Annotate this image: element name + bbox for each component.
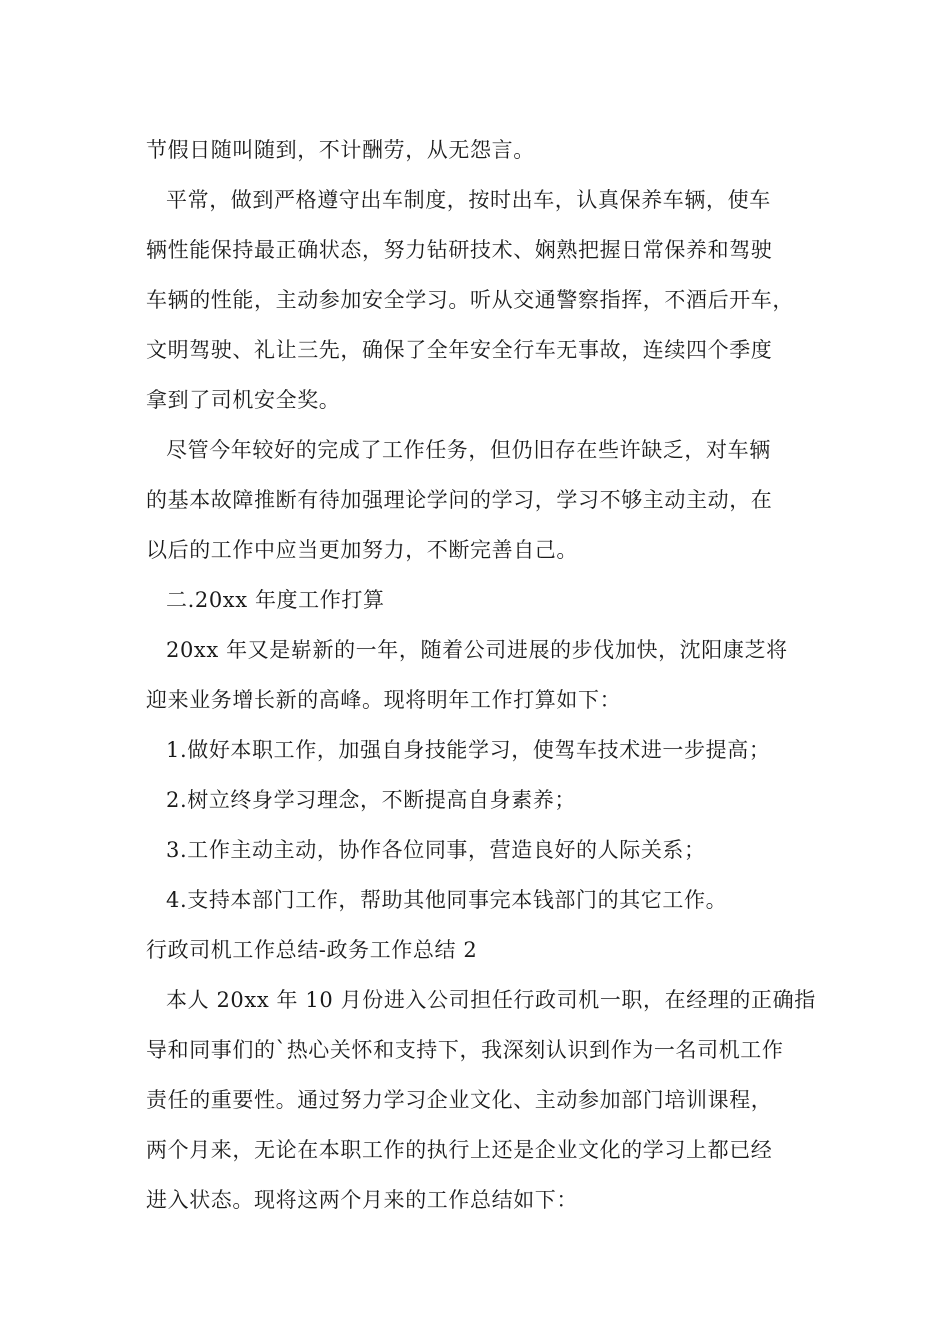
section-heading: 二.20xx 年度工作打算 — [166, 588, 385, 612]
text-line: 平常，做到严格遵守出车制度，按时出车，认真保养车辆，使车 — [166, 188, 771, 212]
text-line: 迎来业务增长新的高峰。现将明年工作打算如下： — [146, 688, 622, 712]
text-line: 20xx 年又是崭新的一年，随着公司进展的步伐加快，沈阳康芝将 — [166, 638, 788, 662]
list-item: 1.做好本职工作，加强自身技能学习，使驾车技术进一步提高； — [166, 738, 771, 762]
text-line: 以后的工作中应当更加努力，不断完善自己。 — [146, 538, 578, 562]
text-line: 节假日随叫随到，不计酬劳，从无怨言。 — [146, 138, 535, 162]
text-line: 尽管今年较好的完成了工作任务，但仍旧存在些许缺乏，对车辆 — [166, 438, 771, 462]
text-line: 进入状态。现将这两个月来的工作总结如下： — [146, 1188, 578, 1212]
text-line: 的基本故障推断有待加强理论学问的学习，学习不够主动主动，在 — [146, 488, 773, 512]
list-item: 4.支持本部门工作，帮助其他同事完本钱部门的其它工作。 — [166, 888, 728, 912]
text-line: 导和同事们的`热心关怀和支持下，我深刻认识到作为一名司机工作 — [146, 1038, 784, 1062]
text-line: 拿到了司机安全奖。 — [146, 388, 341, 412]
list-item: 2.树立终身学习理念，不断提高自身素养； — [166, 788, 577, 812]
text-line: 辆性能保持最正确状态，努力钻研技术、娴熟把握日常保养和驾驶 — [146, 238, 773, 262]
text-line: 车辆的性能，主动参加安全学习。听从交通警察指挥，不酒后开车， — [146, 288, 794, 312]
text-line: 本人 20xx 年 10 月份进入公司担任行政司机一职，在经理的正确指 — [166, 988, 816, 1012]
section-title: 行政司机工作总结-政务工作总结 2 — [146, 938, 478, 962]
text-line: 两个月来，无论在本职工作的执行上还是企业文化的学习上都已经 — [146, 1138, 773, 1162]
text-line: 责任的重要性。通过努力学习企业文化、主动参加部门培训课程， — [146, 1088, 773, 1112]
list-item: 3.工作主动主动，协作各位同事，营造良好的人际关系； — [166, 838, 706, 862]
text-line: 文明驾驶、礼让三先，确保了全年安全行车无事故，连续四个季度 — [146, 338, 773, 362]
